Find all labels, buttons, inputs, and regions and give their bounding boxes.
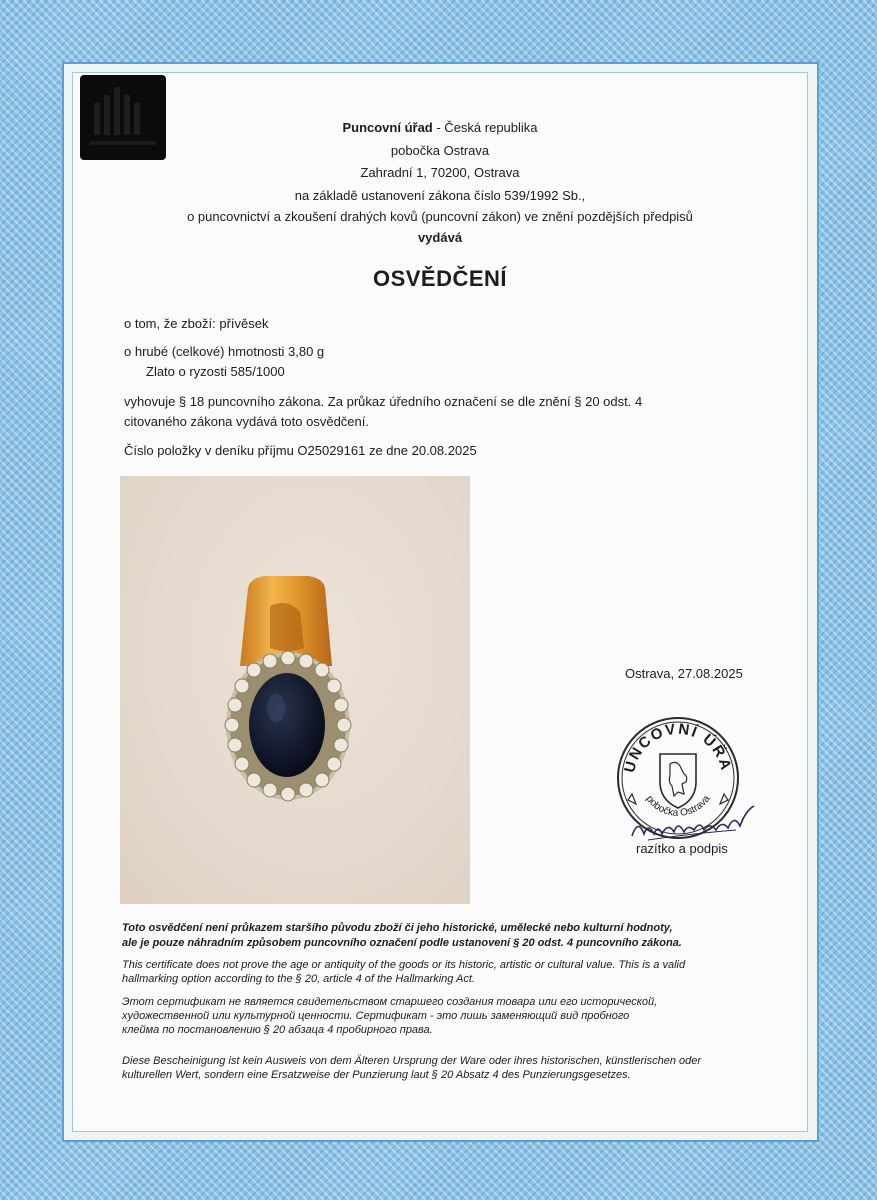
office-name	[150, 120, 730, 135]
office-name-rest: - Česká republika	[432, 120, 538, 135]
footer-cz-line-1: Toto osvědčení není průkazem staršího původu zboží či jeho historické, umělecké nebo kulturní hodnoty,	[122, 922, 673, 934]
compliance-line-2: citovaného zákona vydává toto osvědčení.	[124, 414, 369, 429]
compliance-line-1: vyhovuje § 18 puncovního zákona. Za průkaz úředního označení se dle znění § 20 odst. 4	[124, 394, 643, 409]
footer-ru-line-3: клейма по постановлению § 20 абзаца 4 пробирного права.	[122, 1024, 433, 1036]
svg-text:PUNCOVNÍ ÚŘAD	[612, 712, 735, 774]
signature-label: razítko a podpis	[636, 841, 728, 856]
footer-en-line-2: hallmarking option according to the § 20, article 4 of the Hallmarking Act.	[122, 973, 475, 985]
item-number-line: Číslo položky v deníku příjmu O25029161 ze dne 20.08.2025	[124, 443, 477, 458]
certificate-title: OSVĚDČENÍ	[372, 266, 508, 291]
law-line-1: na základě ustanovení zákona číslo 539/1992 Sb.,	[294, 188, 586, 203]
footer-de-line-1: Diese Bescheinigung ist kein Ausweis von dem Älteren Ursprung der Ware oder ihres historischen, künstlerischen oder	[122, 1055, 702, 1067]
place-date: Ostrava, 27.08.2025	[625, 666, 743, 681]
footer-cz-line-2: ale je pouze náhradním způsobem puncovního označení podle ustanovení § 20 odst. 4 puncovního zákona.	[122, 937, 682, 949]
weight-line: o hrubé (celkové) hmotnosti 3,80 g	[124, 344, 325, 359]
stamp-top-text: UNCOVNÍ ÚŘA	[621, 720, 735, 775]
issues-word: vydává	[417, 230, 463, 245]
law-line-2: o puncovnictví a zkoušení drahých kovů (puncovní zákon) ve znění pozdějších předpisů	[187, 209, 693, 224]
footer-en-line-1: This certificate does not prove the age or antiquity of the goods or its historic, artistic or cultural value. This is a valid	[122, 959, 686, 971]
office-address: Zahradní 1, 70200, Ostrava	[360, 165, 520, 180]
footer-de-line-2: kulturellen Wert, sondern eine Ersatzweise der Punzierung laut § 20 Absatz 4 des Punzierungsgesetzes.	[122, 1069, 631, 1081]
pendant-photo	[120, 476, 470, 904]
stamp-bottom-text: pobočka Ostrava	[643, 793, 713, 819]
office-branch: pobočka Ostrava	[390, 143, 490, 158]
pendant-icon	[120, 476, 470, 904]
goods-line: o tom, že zboží: přívěsek	[124, 316, 269, 331]
footer-ru-line-1: Этот сертификат не является свидетельством старшего создания товара или его исторической,	[122, 996, 658, 1008]
fineness-line: Zlato o ryzosti 585/1000	[146, 364, 285, 379]
footer-ru-line-2: художественной или культурной ценности. Сертификат - это лишь заменяющий вид пробного	[122, 1010, 630, 1022]
office-name-bold: Puncovní úřad	[342, 120, 433, 135]
